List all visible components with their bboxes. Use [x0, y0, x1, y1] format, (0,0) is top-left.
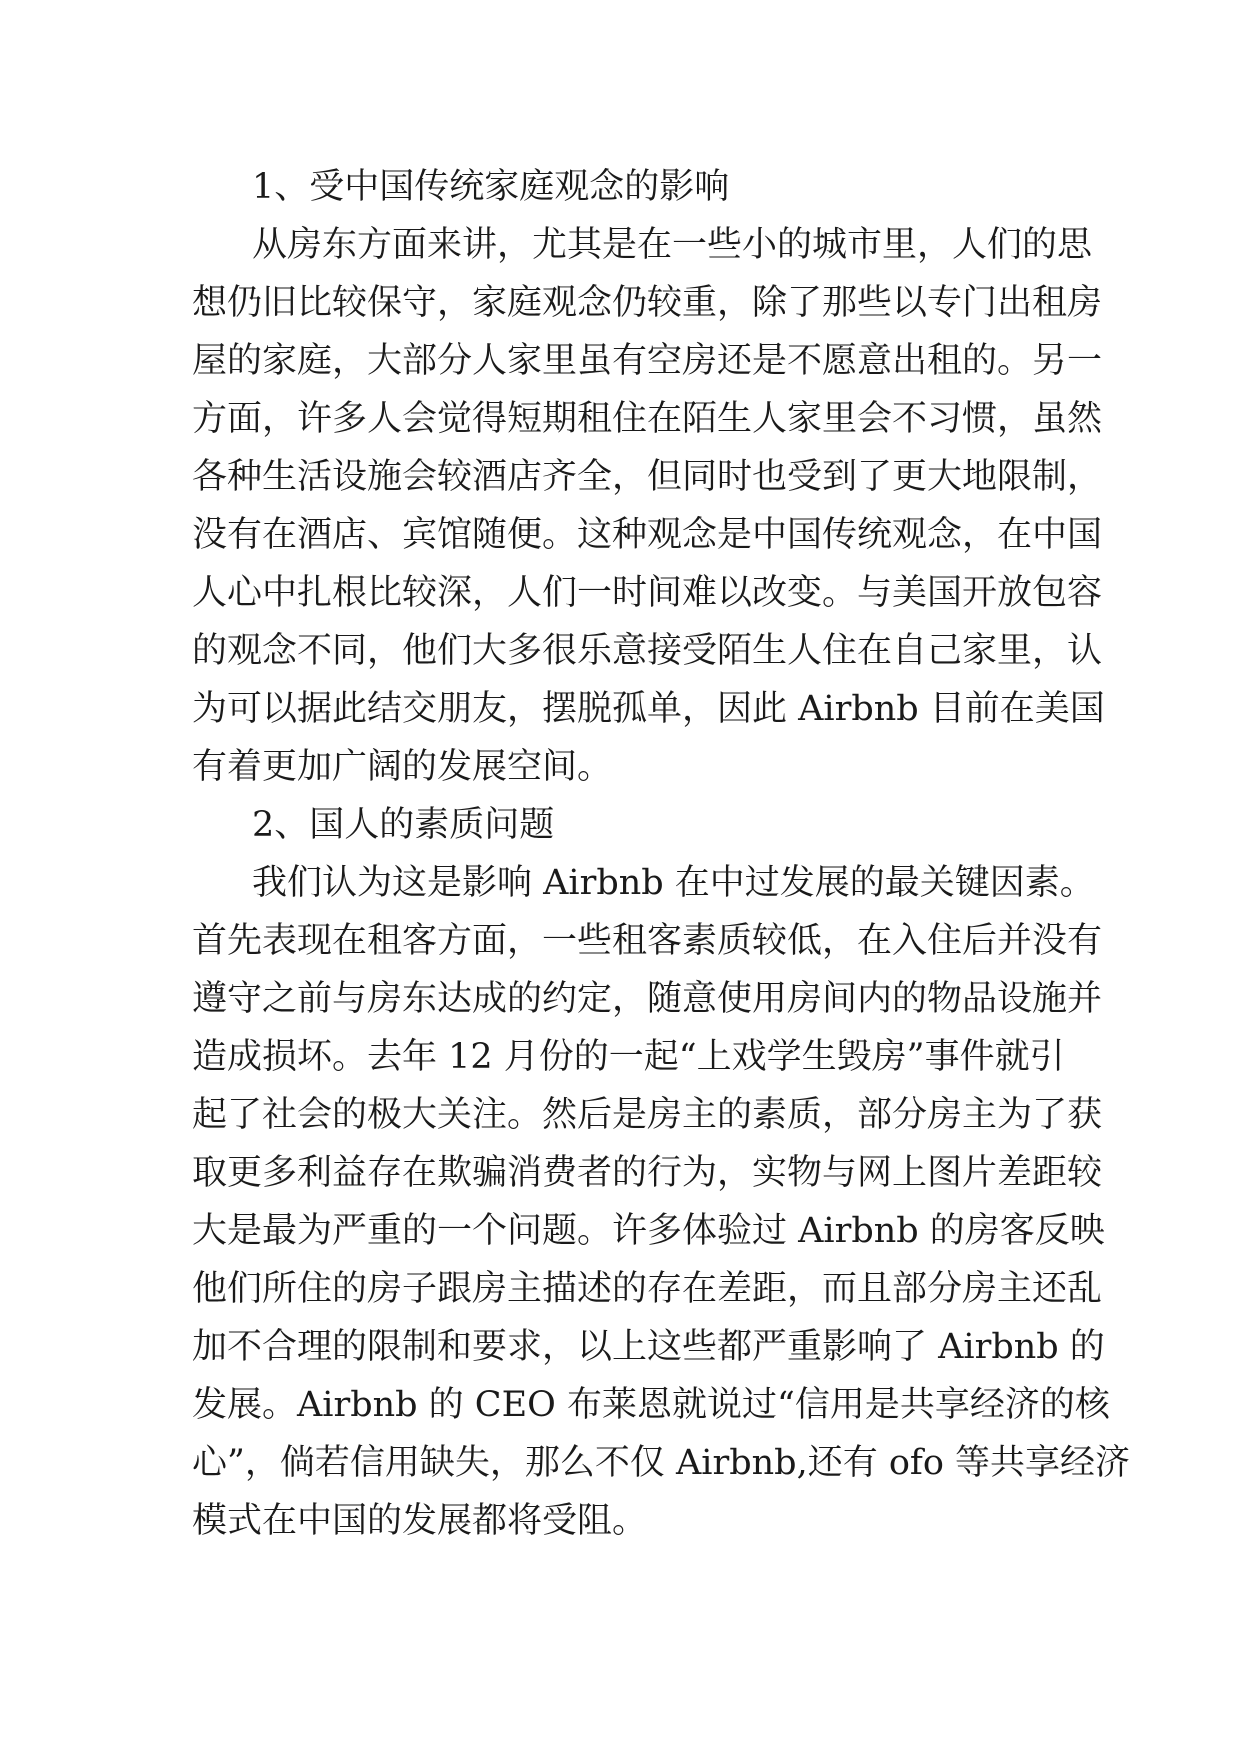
paragraph-line: 有着更加广阔的发展空间。	[192, 747, 613, 787]
paragraph-line: 发展。Airbnb 的 CEO 布莱恩就说过“信用是共享经济的核	[192, 1385, 1110, 1425]
section-heading-2: 2、国人的素质问题	[252, 805, 555, 845]
paragraph-line: 的观念不同，他们大多很乐意接受陌生人住在自己家里，认	[192, 631, 1103, 671]
paragraph-line: 人心中扎根比较深，人们一时间难以改变。与美国开放包容	[192, 573, 1103, 613]
paragraph-line: 模式在中国的发展都将受阻。	[192, 1501, 648, 1541]
paragraph-line: 大是最为严重的一个问题。许多体验过 Airbnb 的房客反映	[192, 1211, 1105, 1251]
paragraph-line: 为可以据此结交朋友，摆脱孤单，因此 Airbnb 目前在美国	[192, 689, 1105, 729]
paragraph-line: 各种生活设施会较酒店齐全，但同时也受到了更大地限制，	[192, 457, 1103, 497]
paragraph-line: 造成损坏。去年 12 月份的一起“上戏学生毁房”事件就引	[192, 1037, 1065, 1077]
paragraph-line: 屋的家庭，大部分人家里虽有空房还是不愿意出租的。另一	[192, 341, 1103, 381]
paragraph-line: 他们所住的房子跟房主描述的存在差距，而且部分房主还乱	[192, 1269, 1103, 1309]
paragraph-line: 我们认为这是影响 Airbnb 在中过发展的最关键因素。	[252, 863, 1095, 903]
paragraph-line: 心”，倘若信用缺失，那么不仅 Airbnb,还有 ofo 等共享经济	[192, 1443, 1131, 1483]
paragraph-line: 没有在酒店、宾馆随便。这种观念是中国传统观念，在中国	[192, 515, 1103, 555]
paragraph-line: 取更多利益存在欺骗消费者的行为，实物与网上图片差距较	[192, 1153, 1103, 1193]
paragraph-line: 起了社会的极大关注。然后是房主的素质，部分房主为了获	[192, 1095, 1103, 1135]
paragraph-line: 遵守之前与房东达成的约定，随意使用房间内的物品设施并	[192, 979, 1103, 1019]
section-heading-1: 1、受中国传统家庭观念的影响	[252, 167, 730, 207]
paragraph-line: 首先表现在租客方面，一些租客素质较低，在入住后并没有	[192, 921, 1103, 961]
paragraph-line: 方面，许多人会觉得短期租住在陌生人家里会不习惯，虽然	[192, 399, 1103, 439]
paragraph-line: 加不合理的限制和要求，以上这些都严重影响了 Airbnb 的	[192, 1327, 1105, 1367]
paragraph-line: 想仍旧比较保守，家庭观念仍较重，除了那些以专门出租房	[192, 283, 1103, 323]
paragraph-line: 从房东方面来讲，尤其是在一些小的城市里，人们的思	[252, 225, 1093, 265]
